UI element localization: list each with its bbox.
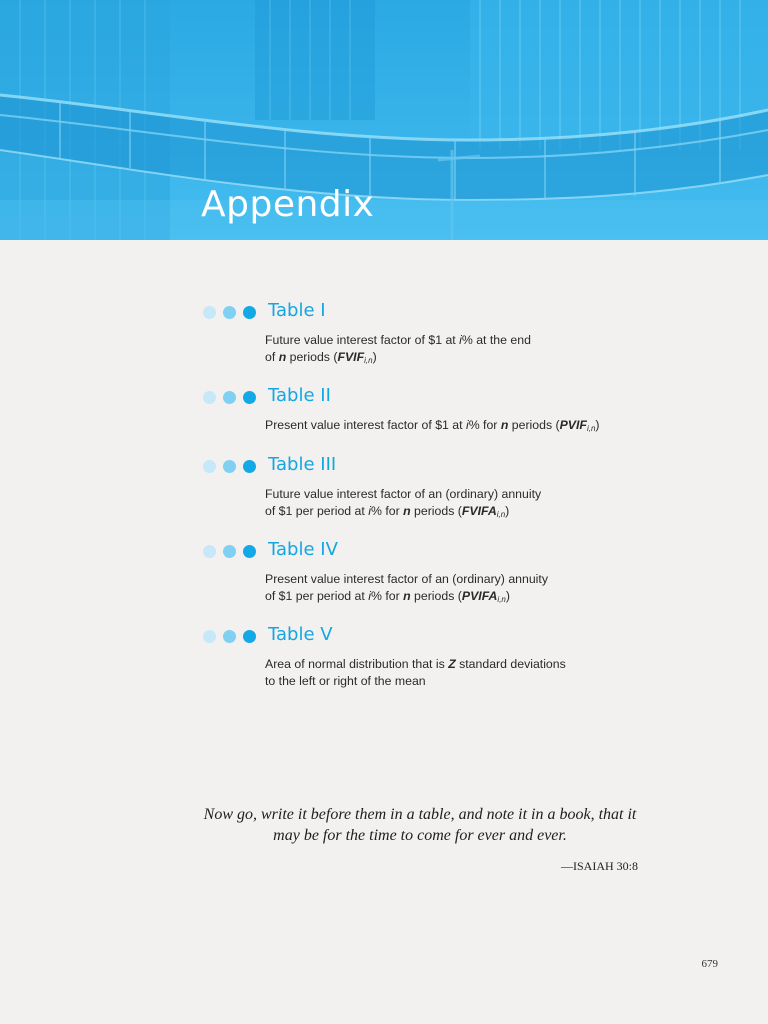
- table-title: Table II: [268, 385, 331, 406]
- table-description: Present value interest factor of an (ordinary) annuity of $1 per period at i% for n periods $(PVIFA_{i,n})$: [265, 572, 548, 604]
- epigraph-quote: Now go, write it before them in a table, and note it in a book, that it may be for the time to come for ever and ever.: [203, 806, 637, 844]
- table-title: Table III: [268, 454, 337, 475]
- bullet-dots-icon: [201, 391, 261, 405]
- table-description: Present value interest factor of $1 at i% for n periods $(PVIF_{i,n})$: [265, 418, 600, 433]
- table-title: Table IV: [268, 539, 338, 560]
- table-description: Future value interest factor of an (ordinary) annuity of $1 per period at i% for n periods $(FVIFA_{i,n})$: [265, 487, 542, 519]
- bullet-dots-icon: [201, 630, 261, 644]
- table-description: Area of normal distribution that is Z standard deviations to the left or right of the mean: [265, 657, 566, 688]
- bullet-dots-icon: [201, 306, 261, 320]
- page-title: Appendix: [201, 184, 375, 225]
- page-number: 679: [701, 958, 718, 970]
- building-photo: [0, 0, 768, 240]
- table-description: Future value interest factor of $1 at i% at the end of n periods $(FVIF_{i,n})$: [265, 333, 531, 365]
- table-title: Table V: [268, 624, 333, 645]
- table-title: Table I: [268, 300, 326, 321]
- bullet-dots-icon: [201, 460, 261, 474]
- header-banner: [0, 0, 768, 240]
- bullet-dots-icon: [201, 545, 261, 559]
- quote-attribution: —ISAIAH 30:8: [561, 859, 638, 873]
